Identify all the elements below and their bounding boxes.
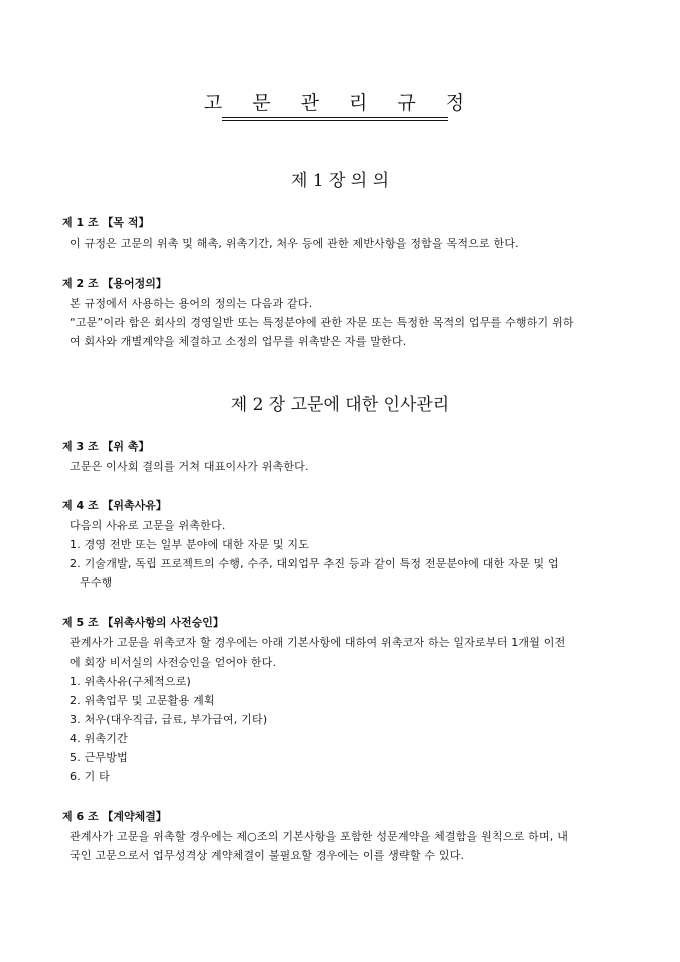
chapter-1-heading: 제 1 장 의 의 [290,171,390,191]
article-6-line: 국인 고문으로서 업무성격상 계약체결이 불필요할 경우에는 이를 생략할 수 있다. [70,849,465,862]
article-4-line: 2. 기술개발, 독립 프로젝트의 수행, 수주, 대외업무 추진 등과 같이 특정 전문분야에 대한 자문 및 업 [70,557,559,570]
article-6-title: 제 6 조 【계약체결】 [62,810,167,823]
article-5-line: 1. 위촉사유(구체적으로) [70,675,192,688]
article-6-line: 관계사가 고문을 위촉할 경우에는 제○조의 기본사항을 포함한 성문계약을 체결함을 원칙으로 하며, 내 [70,830,569,843]
title-underline-2 [222,120,448,121]
article-3-line: 고문은 이사회 결의를 거쳐 대표이사가 위촉한다. [70,460,309,473]
article-2-line: 본 규정에서 사용하는 용어의 정의는 다음과 같다. [70,297,313,310]
article-4-line: 다음의 사유로 고문을 위촉한다. [70,519,226,532]
article-5-line: 2. 위촉업무 및 고문활용 계획 [70,694,215,707]
article-3-title: 제 3 조 【위 촉】 [62,440,150,453]
article-4-line: 무수행 [80,576,113,589]
document-title: 고 문 관 리 규 정 [203,92,477,114]
article-5-line: 3. 처우(대우직급, 급료, 부가급여, 기타) [70,713,268,726]
article-1-title: 제 1 조 【목 적】 [62,216,150,229]
article-5-line: 에 회장 비서실의 사전승인을 얻어야 한다. [70,656,277,669]
chapter-2-heading: 제 2 장 고문에 대한 인사관리 [230,395,450,415]
article-5-line: 5. 근무방법 [70,751,128,764]
article-1-line: 이 규정은 고문의 위촉 및 해촉, 위촉기간, 처우 등에 관한 제반사항을 정함을 목적으로 한다. [70,237,519,250]
title-underline-1 [222,117,448,118]
article-2-title: 제 2 조 【용어정의】 [62,277,167,290]
article-2-line: “고문”이라 함은 회사의 경영일반 또는 특정분야에 관한 자문 또는 특정한 목적의 업무를 수행하기 위하 [70,316,574,329]
article-4-line: 1. 경영 전반 또는 일부 분야에 대한 자문 및 지도 [70,538,310,551]
article-4-title: 제 4 조 【위촉사유】 [62,499,167,512]
article-5-title: 제 5 조 【위촉사항의 사전승인】 [62,616,224,629]
article-5-line: 4. 위촉기간 [70,732,128,745]
article-2-line: 여 회사와 개별계약을 체결하고 소정의 업무를 위촉받은 자를 말한다. [70,335,407,348]
article-5-line: 6. 기 타 [70,770,110,783]
article-5-line: 관계사가 고문을 위촉코자 할 경우에는 아래 기본사항에 대하여 위촉코자 하는 일자로부터 1개월 이전 [70,636,566,649]
